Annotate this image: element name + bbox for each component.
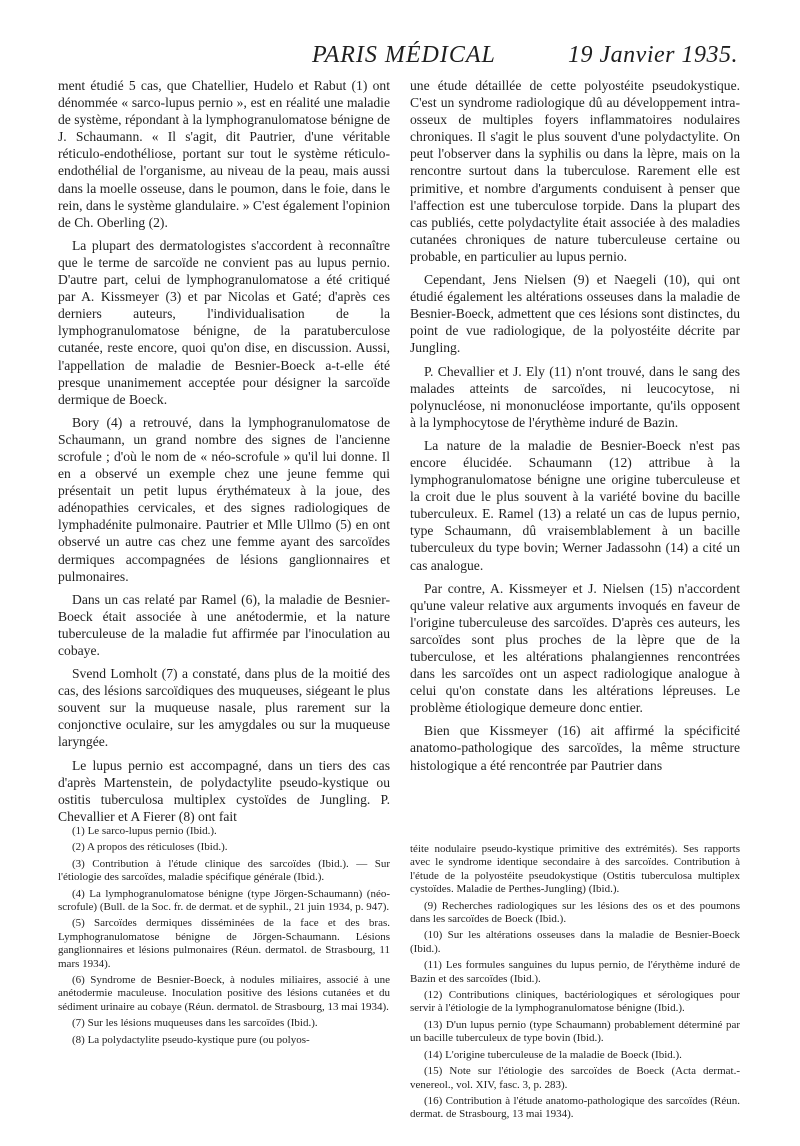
- paragraph: Bien que Kissmeyer (16) ait affirmé la spécificité anatomo-pathologique des sarcoïdes, la même structure histologique a été rencontrée par Pautrier dans: [410, 723, 740, 773]
- footnote: téite nodulaire pseudo-kystique primitive des extrémités). Ses rapports avec le syndrome identique secondaire à des sarcoïdes. Contribution à l'étude de la polyostéite pseudokystique (Ostitis tuberculosa multiplex cystoïdes. Maladie de Perthes-Jungling) (Ibid.).: [410, 843, 740, 896]
- footnote: (15) Note sur l'étiologie des sarcoïdes de Boeck (Acta dermat.-venereol., vol. XIV, fasc. 3, p. 283).: [410, 1065, 740, 1091]
- issue-date: 19 Janvier 1935.: [568, 42, 738, 68]
- paragraph: P. Chevallier et J. Ely (11) n'ont trouvé, dans le sang des malades atteints de sarcoïdes, ni leucocytose, ni polynucléose, ni mononucléose importante, qu'ils opposent à la lymphocytose de l'érythème induré de Bazin.: [410, 363, 740, 430]
- footnote: (9) Recherches radiologiques sur les lésions des os et des poumons dans les sarcoïdes de Boeck (Ibid.).: [410, 899, 740, 926]
- paragraph: Par contre, A. Kissmeyer et J. Nielsen (15) n'accordent qu'une valeur relative aux arguments invoqués en faveur de l'origine tuberculeuse des sarcoïdes. D'après ces auteurs, les sarcoïdes sont plus proches de la lèpre que de la tuberculose, et les altérations phalangiennes rencontrées dans les sarcoïdes ont un aspect radiologique analogue à celui qu'on constate dans les altérations lépreuses. Le problème étiologique demeure donc entier.: [410, 580, 740, 716]
- left-column: [58, 77, 390, 831]
- footnote: (1) Le sarco-lupus pernio (Ibid.).: [72, 825, 217, 837]
- footnote: (3) Contribution à l'étude clinique des sarcoïdes (Ibid.). — Sur l'étiologie des sarcoïdes, maladie spécifique générale (Ibid.).: [58, 857, 390, 884]
- journal-title: PARIS MÉDICAL: [312, 42, 496, 68]
- page-header: [0, 42, 800, 72]
- footnote: (5) Sarcoïdes dermiques disséminées de la face et des bras. Lymphogranulomatose bénigne de Jörgen-Schaumann. Lésions ganglionnaires et lésions pulmonaires (Réun. dermatol. de Strasbourg, 11 mars 1934).: [58, 917, 390, 970]
- paragraph: une étude détaillée de cette polyostéite pseudokystique. C'est un syndrome radiologique dû au développement intra-osseux de multiples foyers inflammatoires nodulaires chroniques. Il s'agit le plus souvent d'une polydactylite. On peut l'observer dans la syphilis ou dans la lèpre, mais on la rencontre surtout dans la tuberculose. Rarement elle est primitive, et nombre d'arguments conduisent à penser que l'affection est une tuberculose torpide. Dans la plupart des cas publiés, cette polydactylite était associée à des maladies cutanées chroniques de nature tuberculeuse certaine ou probable, en particulier au lupus pernio.: [410, 78, 740, 264]
- paragraph: La plupart des dermatologistes s'accordent à reconnaître que le terme de sarcoïde ne convient pas au lupus pernio. D'autre part, celui de lymphogranulomatose a été critiqué par A. Kissmeyer (3) et par Nicolas et Gaté; d'après ces derniers auteurs, l'individualisation de la lymphogranulomatose bénigne, de la paratuberculose cutanée, reste encore, quoi qu'on dise, en discussion. Aussi, l'appellation de maladie de Besnier-Boeck a-t-elle été presque unanimement acceptée pour désigner la sarcoïde dermique de Boeck.: [58, 237, 390, 407]
- paragraph: Cependant, Jens Nielsen (9) et Naegeli (10), qui ont étudié également les altérations osseuses dans la maladie de Besnier-Boeck, admettent que ces lésions sont distinctes, du point de vue radiologique, de la polyostéite décrite par Jungling.: [410, 272, 740, 356]
- footnote: (2) A propos des réticuloses (Ibid.).: [72, 841, 228, 854]
- footnote: (14) L'origine tuberculeuse de la maladie de Boeck (Ibid.).: [424, 1048, 682, 1061]
- footnotes-right: [410, 843, 740, 1125]
- footnote: (10) Sur les altérations osseuses dans la maladie de Besnier-Boeck (Ibid.).: [410, 929, 740, 955]
- footnote: (8) La polydactylite pseudo-kystique pure (ou polyos-: [72, 1033, 310, 1046]
- footnote: (12) Contributions cliniques, bactériologiques et sérologiques pour servir à l'étiologie de la lymphogranulomatose bénigne (Ibid.).: [410, 989, 740, 1015]
- paragraph: Bory (4) a retrouvé, dans la lymphogranulomatose de Schaumann, un grand nombre des signes de l'ancienne scrofule ; d'où le nom de « néo-scrofule » qu'il lui donne. Il en a observé un exemple chez une jeune femme qui présentait un petit lupus érythémateux à la joue, des adénopathies cervicales, et des signes radiologiques de lymphadénite pulmonaire. Pautrier et Mlle Ullmo (5) en ont observé un autre cas chez une femme ayant des sarcoïdes dermiques accompagnées de lésions ganglionnaires et pulmonaires.: [58, 414, 390, 584]
- right-column: [410, 77, 740, 780]
- paragraph: Le lupus pernio est accompagné, dans un tiers des cas d'après Martenstein, de polydactylite pseudo-kystique ou ostitis tuberculosa multiplex cystoïdes de Jungling. P. Chevallier et A Fierer (8) ont fait: [58, 757, 390, 824]
- footnote: (6) Syndrome de Besnier-Boeck, à nodules miliaires, associé à une anétodermie maculeuse. Inoculation positive des lésions cutanées et du sédiment urinaire au cobaye (Réun. dermatol. de Strasbourg, 13 mai 1934).: [58, 974, 390, 1013]
- footnotes-left: [58, 825, 390, 1050]
- paragraph: Dans un cas relaté par Ramel (6), la maladie de Besnier-Boeck était associée à une anétodermie, et la nature tuberculeuse de la maladie fut affirmée par l'inoculation au cobaye.: [58, 591, 390, 658]
- footnote: (16) Contribution à l'étude anatomo-pathologique des sarcoïdes (Réun. dermat. de Strasbourg, 13 mai 1934).: [410, 1094, 740, 1121]
- footnote: (7) Sur les lésions muqueuses dans les sarcoïdes (Ibid.).: [72, 1017, 318, 1030]
- footnote: (4) La lymphogranulomatose bénigne (type Jörgen-Schaumann) (néo-scrofule) (Bull. de la Soc. fr. de dermat. et de syphil., 21 juin 1934, p. 947).: [58, 887, 390, 914]
- paragraph: Svend Lomholt (7) a constaté, dans plus de la moitié des cas, des lésions sarcoïdiques des muqueuses, siégeant le plus souvent sur la muqueuse nasale, plus rarement sur la conjonctive oculaire, sur les amygdales ou sur la muqueuse laryngée.: [58, 666, 390, 750]
- footnote: (11) Les formules sanguines du lupus pernio, de l'érythème induré de Bazin et des sarcoïdes (Ibid.).: [410, 959, 740, 985]
- footnote: (13) D'un lupus pernio (type Schaumann) probablement déterminé par un bacille tuberculeux de type bovin (Ibid.).: [410, 1018, 740, 1045]
- paragraph: La nature de la maladie de Besnier-Boeck n'est pas encore élucidée. Schaumann (12) attribue à la lymphogranulomatose bénigne une origine tuberculeuse et la croit due le plus souvent à la variété bovine du bacille tuberculeux. E. Ramel (13) a relaté un cas de lupus pernio, type Schaumann, dû vraisemblablement à un bacille tuberculeux du type bovin; Werner Jadassohn (14) a cité un cas analogue.: [410, 437, 740, 573]
- paragraph: ment étudié 5 cas, que Chatellier, Hudelo et Rabut (1) ont dénommée « sarco-lupus pernio », est en réalité une maladie de système, répondant à la lymphogranulomatose bénigne de J. Schaumann. « Il s'agit, dit Pautrier, d'une véritable réticulo-endothéliose, portant sur tout le système réticulo-endothélial de l'organisme, au niveau de la peau, mais aussi dans la moelle osseuse, dans le poumon, dans le foie, dans le rein, dans le système glandulaire. » C'est également l'opinion de Ch. Oberling (2).: [58, 78, 390, 230]
